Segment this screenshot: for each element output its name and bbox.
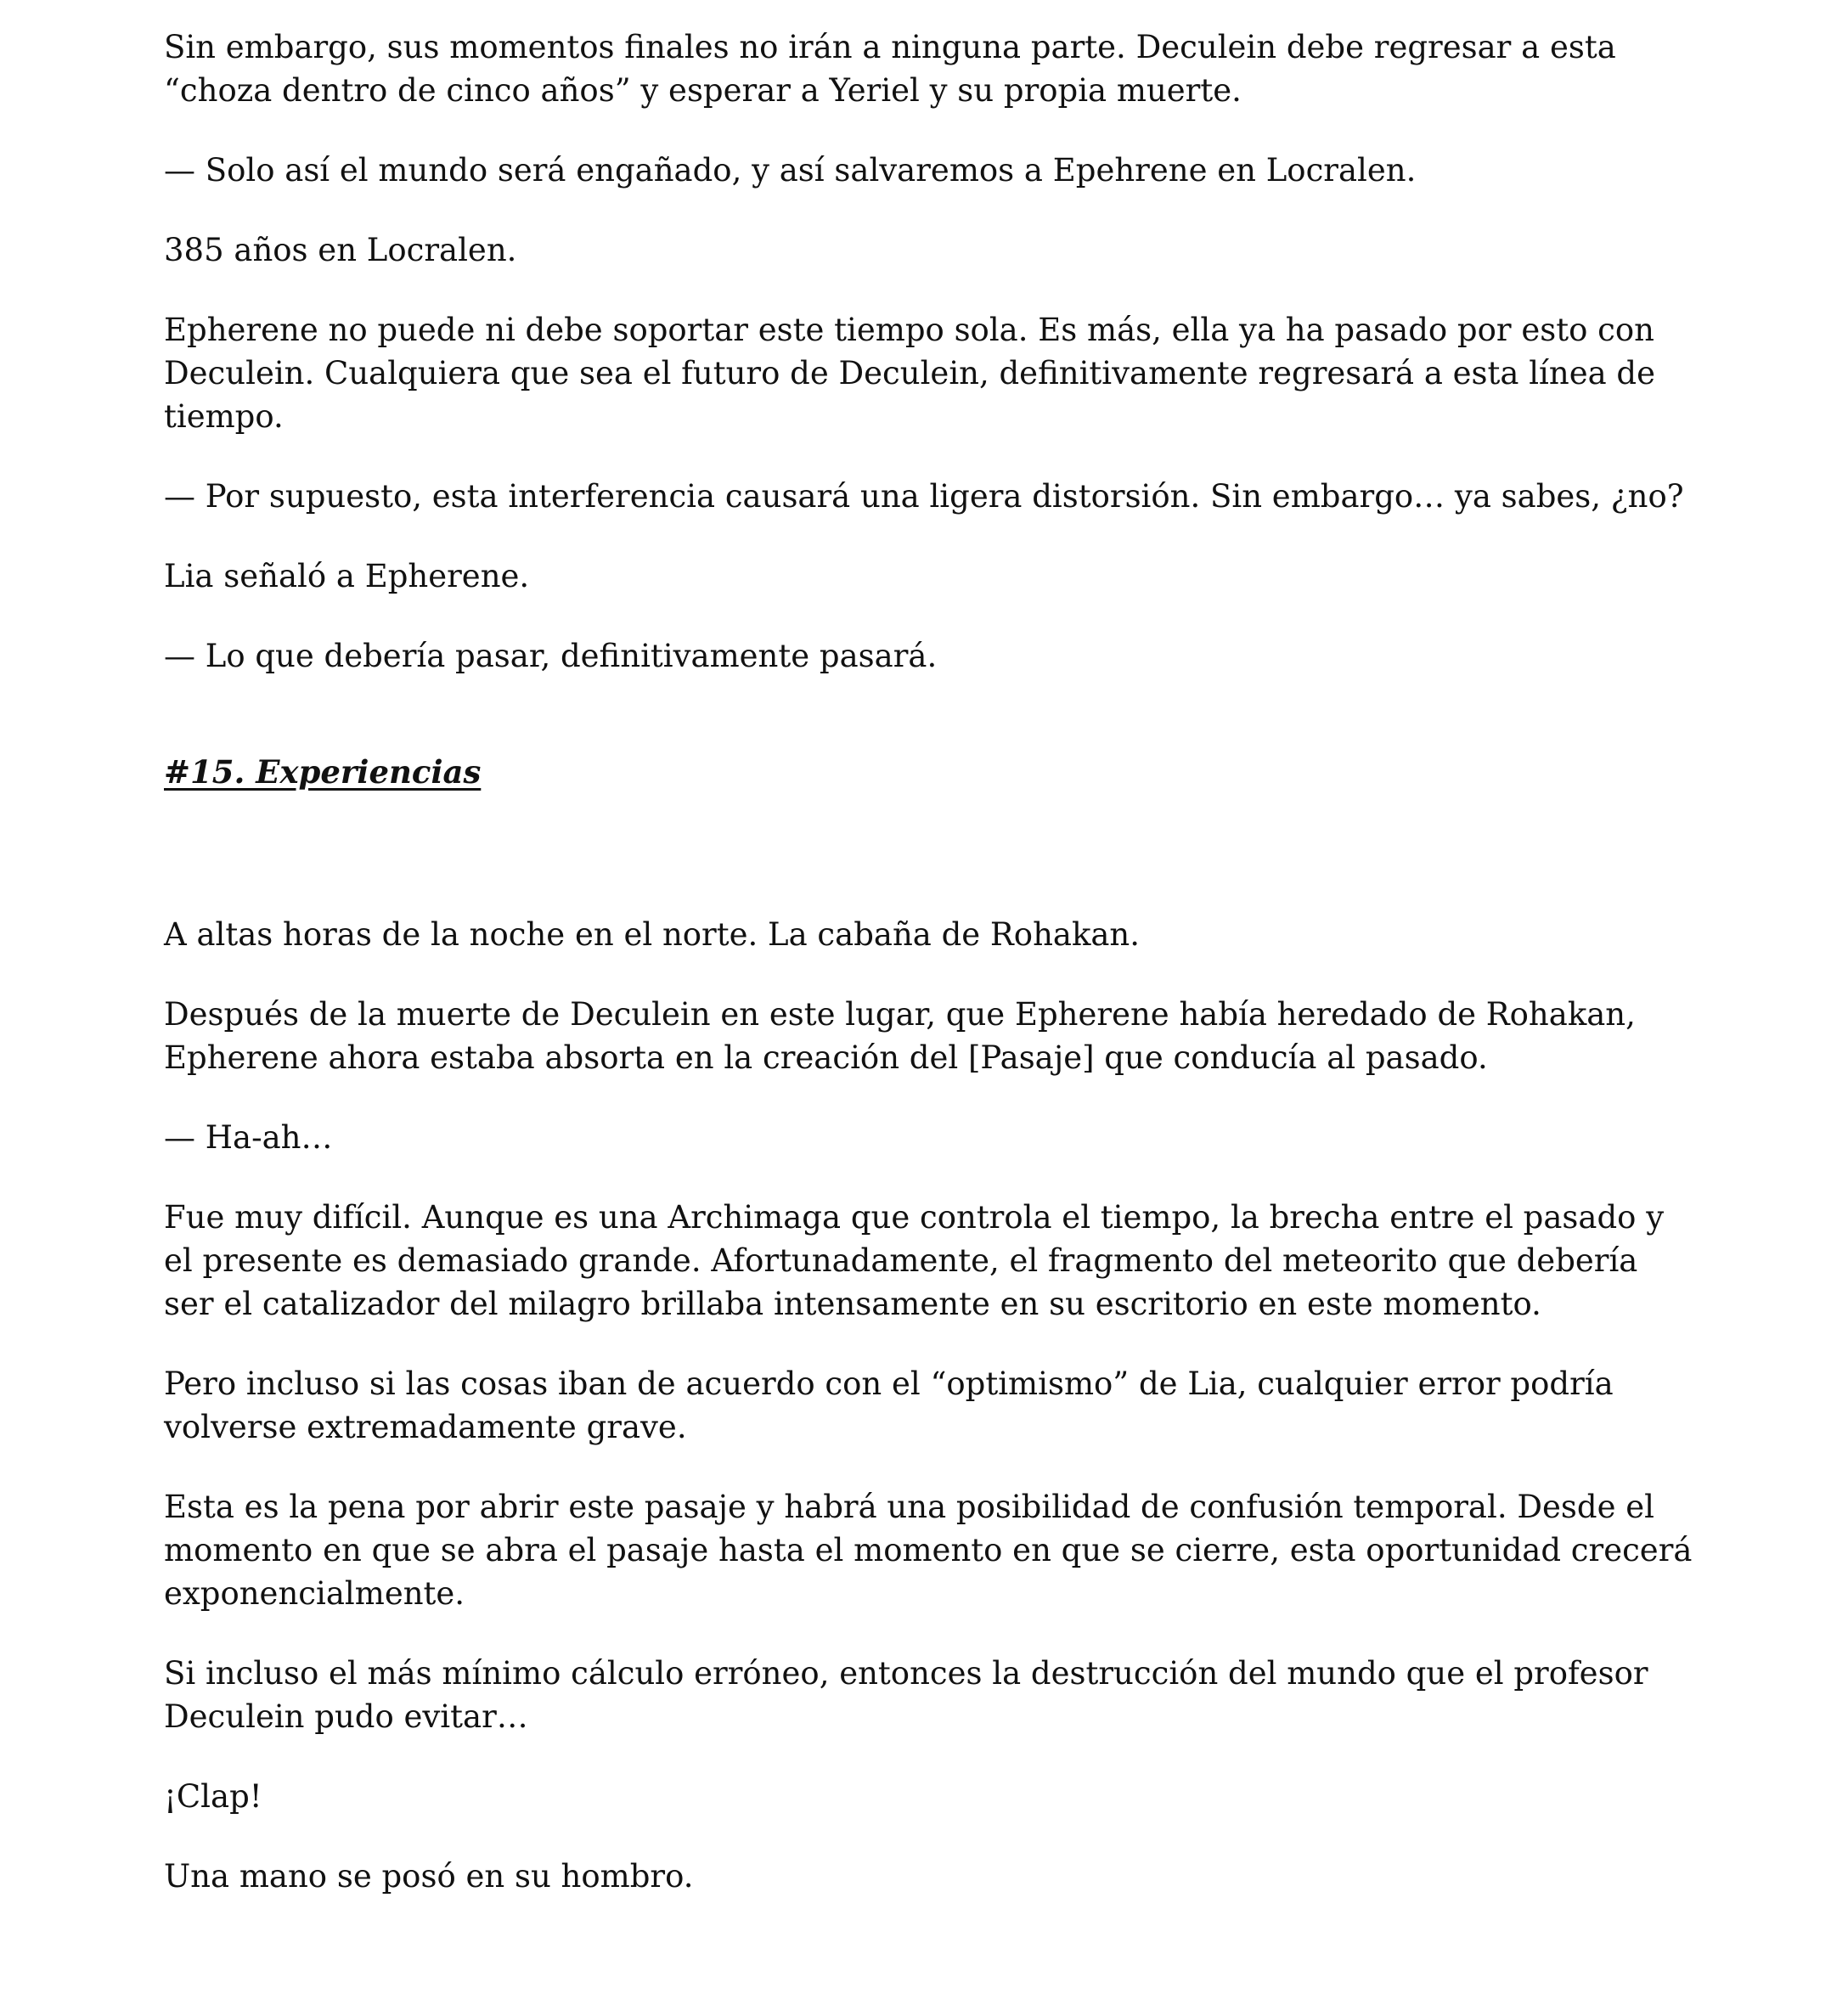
paragraph: 385 años en Locralen.	[164, 232, 517, 268]
paragraph: Esta es la pena por abrir este pasaje y habrá una posibilidad de confusión temporal. Desde el momento en que se abra el pasaje hasta el momento en que se cierre, esta oportunidad crecerá exponencialmente.	[164, 1489, 1693, 1612]
paragraph: Si incluso el más mínimo cálculo erróneo, entonces la destrucción del mundo que el profesor Deculein pudo evitar…	[164, 1655, 1648, 1735]
paragraph: Después de la muerte de Deculein en este lugar, que Epherene había heredado de Rohakan, Epherene ahora estaba absorta en la creación del [Pasaje] que conducía al pasado.	[164, 996, 1636, 1076]
dialogue-line: — Lo que debería pasar, definitivamente pasará.	[164, 638, 938, 674]
dialogue-line: — Ha-ah…	[164, 1119, 333, 1156]
paragraph: Sin embargo, sus momentos finales no irán a ninguna parte. Deculein debe regresar a esta “choza dentro de cinco años” y esperar a Yeriel y su propia muerte.	[164, 29, 1616, 109]
paragraph: Lia señaló a Epherene.	[164, 558, 530, 594]
paragraph: ¡Clap!	[164, 1778, 262, 1815]
paragraph: A altas horas de la noche en el norte. La cabaña de Rohakan.	[164, 916, 1141, 953]
chapter-heading-block	[164, 751, 1693, 794]
paragraph: Una mano se posó en su hombro.	[164, 1858, 694, 1895]
document-body	[164, 25, 1693, 1934]
chapter-heading: #15. Experiencias	[164, 753, 482, 791]
dialogue-line: — Por supuesto, esta interferencia causará una ligera distorsión. Sin embargo… ya sabes, ¿no?	[164, 478, 1684, 515]
paragraph: Epherene no puede ni debe soportar este tiempo sola. Es más, ella ya ha pasado por esto con Deculein. Cualquiera que sea el futuro de Deculein, definitivamente regresará a esta línea de tiempo.	[164, 312, 1656, 435]
paragraph: Pero incluso si las cosas iban de acuerdo con el “optimismo” de Lia, cualquier error podría volverse extremadamente grave.	[164, 1366, 1614, 1445]
dialogue-line: — Solo así el mundo será engañado, y así salvaremos a Epehrene en Locralen.	[164, 152, 1417, 189]
paragraph: Fue muy difícil. Aunque es una Archimaga que controla el tiempo, la brecha entre el pasado y el presente es demasiado grande. Afortunadamente, el fragmento del meteorito que debería ser el catalizador del milagro brillaba intensamente en su escritorio en este momento.	[164, 1199, 1665, 1322]
